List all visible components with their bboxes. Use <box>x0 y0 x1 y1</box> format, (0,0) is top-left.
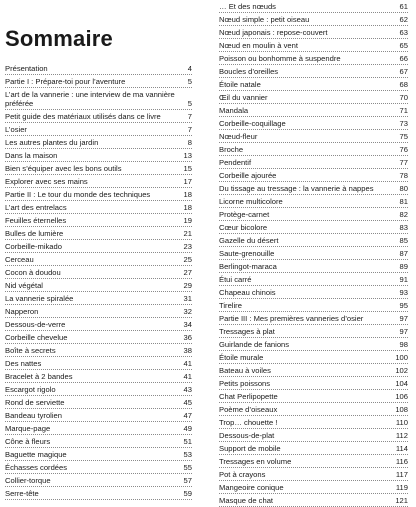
toc-entry <box>219 130 408 143</box>
toc-entry-page: 32 <box>183 306 192 316</box>
toc-entry-page: 62 <box>399 14 408 24</box>
toc-entry-title: Napperon <box>5 306 39 316</box>
toc-entry <box>5 201 192 214</box>
toc-entry <box>219 234 408 247</box>
toc-entry-title: Corbeille ajourée <box>219 170 277 180</box>
toc-entry-page: 73 <box>399 118 408 128</box>
toc-entry-title: Bulles de lumière <box>5 228 64 238</box>
toc-entry <box>5 62 192 75</box>
toc-entry-page: 45 <box>183 397 192 407</box>
toc-entry <box>219 39 408 52</box>
toc-entry-page: 18 <box>183 202 192 212</box>
toc-entry-title: Collier-torque <box>5 475 51 485</box>
toc-entry-page: 53 <box>183 449 192 459</box>
toc-entry <box>219 416 408 429</box>
toc-entry-title: Nœud en moulin à vent <box>219 40 298 50</box>
toc-entry <box>219 299 408 312</box>
toc-entry-page: 7 <box>187 111 192 121</box>
toc-entry <box>5 188 192 201</box>
toc-entry <box>5 110 192 123</box>
toc-entry <box>5 305 192 318</box>
toc-entry-page: 116 <box>395 456 408 466</box>
toc-entry-title: Partie III : Mes premières vanneries d’osier <box>219 313 364 323</box>
toc-entry-title: Bandeau tyrolien <box>5 410 62 420</box>
toc-entry <box>5 422 192 435</box>
toc-entry-title: Gazelle du désert <box>219 235 279 245</box>
toc-entry-page: 104 <box>395 378 408 388</box>
toc-entry <box>5 266 192 279</box>
toc-entry <box>5 175 192 188</box>
toc-entry-title: Pendentif <box>219 157 252 167</box>
toc-entry-page: 13 <box>183 150 192 160</box>
toc-entry-title: Étoile natale <box>219 79 261 89</box>
toc-entry-title: Tirelire <box>219 300 242 310</box>
toc-entry-title: Étoile murale <box>219 352 264 362</box>
page-title: Sommaire <box>5 26 113 51</box>
toc-entry <box>219 0 408 13</box>
toc-entry-title: Cerceau <box>5 254 34 264</box>
toc-entry <box>5 149 192 162</box>
toc-entry-page: 112 <box>395 430 408 440</box>
toc-entry-title: Bateau à voiles <box>219 365 271 375</box>
toc-entry-page: 67 <box>399 66 408 76</box>
toc-entry-page: 29 <box>183 280 192 290</box>
toc-entry-page: 25 <box>183 254 192 264</box>
toc-entry-page: 121 <box>395 495 408 505</box>
toc-entry-page: 49 <box>183 423 192 433</box>
toc-entry-title: Rond de serviette <box>5 397 65 407</box>
toc-entry-title: Échasses cordées <box>5 462 68 472</box>
toc-entry-title: La vannerie spiralée <box>5 293 74 303</box>
toc-entry-page: 41 <box>183 358 192 368</box>
toc-entry-title: Protège-carnet <box>219 209 270 219</box>
toc-entry <box>219 351 408 364</box>
toc-entry <box>5 487 192 500</box>
toc-entry-title: Cœur bicolore <box>219 222 268 232</box>
toc-entry <box>5 474 192 487</box>
toc-entry <box>5 279 192 292</box>
toc-entry <box>219 26 408 39</box>
toc-entry-page: 82 <box>399 209 408 219</box>
toc-entry <box>5 370 192 383</box>
toc-entry-page: 76 <box>399 144 408 154</box>
toc-entry-title: Marque-page <box>5 423 51 433</box>
toc-entry-page: 117 <box>395 469 408 479</box>
toc-entry-title: Trop… chouette ! <box>219 417 278 427</box>
toc-entry-page: 23 <box>183 241 192 251</box>
toc-entry-title: Partie II : Le tour du monde des techniques <box>5 189 151 199</box>
toc-entry <box>219 390 408 403</box>
toc-entry-page: 31 <box>183 293 192 303</box>
toc-entry-page: 87 <box>399 248 408 258</box>
toc-entry <box>219 286 408 299</box>
toc-entry <box>5 123 192 136</box>
toc-entry-page: 66 <box>399 53 408 63</box>
toc-entry-page: 83 <box>399 222 408 232</box>
toc-entry-page: 91 <box>399 274 408 284</box>
toc-entry-title: Poème d’oiseaux <box>219 404 278 414</box>
toc-entry-page: 4 <box>187 63 192 73</box>
toc-entry-title: Serre-tête <box>5 488 39 498</box>
toc-entry-page: 59 <box>183 488 192 498</box>
toc-entry-title: Bien s’équiper avec les bons outils <box>5 163 122 173</box>
toc-entry-title: Du tissage au tressage : la vannerie à nappes <box>219 183 374 193</box>
toc-entry <box>5 396 192 409</box>
toc-entry-page: 85 <box>399 235 408 245</box>
toc-entry-title: Dessous-de-verre <box>5 319 66 329</box>
toc-left-column <box>5 62 192 500</box>
toc-entry-page: 47 <box>183 410 192 420</box>
toc-entry-page: 70 <box>399 92 408 102</box>
toc-entry-title: Saute-grenouille <box>219 248 275 258</box>
toc-entry-title: Nœud japonais : repose-couvert <box>219 27 328 37</box>
toc-entry <box>5 136 192 149</box>
toc-entry-title: Feuilles éternelles <box>5 215 67 225</box>
toc-entry <box>219 195 408 208</box>
toc-entry <box>5 227 192 240</box>
toc-entry <box>219 273 408 286</box>
toc-entry <box>5 75 192 88</box>
toc-entry-title: Nid végétal <box>5 280 43 290</box>
toc-entry-page: 100 <box>395 352 408 362</box>
toc-entry <box>219 403 408 416</box>
toc-entry <box>5 448 192 461</box>
toc-entry-page: 5 <box>187 98 192 108</box>
toc-entry <box>219 325 408 338</box>
toc-entry-page: 51 <box>183 436 192 446</box>
toc-entry <box>219 78 408 91</box>
toc-entry-page: 68 <box>399 79 408 89</box>
toc-entry-title: Dans la maison <box>5 150 58 160</box>
toc-entry <box>5 162 192 175</box>
toc-entry <box>5 240 192 253</box>
toc-entry-page: 89 <box>399 261 408 271</box>
toc-entry <box>5 318 192 331</box>
toc-entry <box>219 455 408 468</box>
toc-entry-page: 75 <box>399 131 408 141</box>
toc-entry <box>219 143 408 156</box>
toc-entry <box>5 435 192 448</box>
toc-entry <box>219 429 408 442</box>
toc-entry-title: Des nattes <box>5 358 42 368</box>
toc-entry <box>5 88 192 110</box>
toc-entry <box>219 338 408 351</box>
toc-entry-page: 57 <box>183 475 192 485</box>
toc-entry-title: Corbeille chevelue <box>5 332 68 342</box>
toc-entry-title: Licorne multicolore <box>219 196 283 206</box>
toc-entry <box>5 357 192 370</box>
toc-entry <box>219 260 408 273</box>
toc-entry-title: L’art de la vannerie : une interview de ma vannière préférée <box>5 89 175 108</box>
toc-entry-title: Bracelet à 2 bandes <box>5 371 73 381</box>
toc-entry-title: Nœud-fleur <box>219 131 258 141</box>
toc-entry <box>219 65 408 78</box>
toc-entry-page: 80 <box>399 183 408 193</box>
toc-entry-title: Présentation <box>5 63 48 73</box>
toc-entry-page: 97 <box>399 326 408 336</box>
toc-entry <box>219 52 408 65</box>
toc-entry-title: Chat Perlipopette <box>219 391 278 401</box>
toc-entry-title: Chapeau chinois <box>219 287 276 297</box>
toc-entry <box>219 494 408 507</box>
toc-entry-page: 27 <box>183 267 192 277</box>
toc-entry-page: 108 <box>395 404 408 414</box>
toc-entry-page: 8 <box>187 137 192 147</box>
toc-entry-title: Boîte à secrets <box>5 345 56 355</box>
toc-right-column <box>219 0 408 507</box>
toc-entry <box>219 182 408 195</box>
toc-entry-title: Escargot rigolo <box>5 384 56 394</box>
toc-entry <box>219 156 408 169</box>
toc-entry-title: Broche <box>219 144 244 154</box>
toc-entry <box>5 461 192 474</box>
toc-entry-page: 55 <box>183 462 192 472</box>
toc-entry <box>219 364 408 377</box>
toc-entry-page: 81 <box>399 196 408 206</box>
toc-entry-title: Partie I : Prépare-toi pour l’aventure <box>5 76 126 86</box>
toc-entry-title: Poisson ou bonhomme à suspendre <box>219 53 341 63</box>
toc-entry <box>219 377 408 390</box>
toc-entry-title: Étui carré <box>219 274 252 284</box>
toc-entry-page: 19 <box>183 215 192 225</box>
toc-entry-title: Berlingot-maraca <box>219 261 277 271</box>
toc-entry-title: Petits poissons <box>219 378 271 388</box>
toc-entry-title: Masque de chat <box>219 495 274 505</box>
toc-entry <box>219 247 408 260</box>
toc-entry-title: Œil du vannier <box>219 92 268 102</box>
toc-entry-page: 106 <box>395 391 408 401</box>
toc-entry <box>5 253 192 266</box>
toc-entry-page: 98 <box>399 339 408 349</box>
toc-entry-page: 43 <box>183 384 192 394</box>
toc-entry-title: Corbeille-mikado <box>5 241 62 251</box>
toc-entry-page: 78 <box>399 170 408 180</box>
toc-entry-page: 61 <box>399 1 408 11</box>
toc-entry-page: 41 <box>183 371 192 381</box>
toc-entry-page: 7 <box>187 124 192 134</box>
toc-entry-title: Dessous-de-plat <box>219 430 275 440</box>
toc-entry-page: 15 <box>183 163 192 173</box>
toc-entry-page: 36 <box>183 332 192 342</box>
toc-entry-page: 110 <box>395 417 408 427</box>
toc-entry-page: 114 <box>395 443 408 453</box>
toc-entry-page: 18 <box>183 189 192 199</box>
toc-entry-page: 34 <box>183 319 192 329</box>
toc-entry <box>5 383 192 396</box>
toc-entry-title: L’art des entrelacs <box>5 202 67 212</box>
toc-entry-title: Support de mobile <box>219 443 281 453</box>
toc-entry-title: Petit guide des matériaux utilisés dans ce livre <box>5 111 161 121</box>
toc-entry-page: 119 <box>395 482 408 492</box>
toc-entry-title: Baguette magique <box>5 449 67 459</box>
toc-entry-title: L’osier <box>5 124 27 134</box>
toc-entry-title: Guirlande de fanions <box>219 339 290 349</box>
toc-entry-page: 63 <box>399 27 408 37</box>
toc-entry-title: Cocon à doudou <box>5 267 61 277</box>
toc-entry-title: Tressages en volume <box>219 456 292 466</box>
toc-entry <box>5 409 192 422</box>
toc-entry <box>219 221 408 234</box>
toc-entry-title: Les autres plantes du jardin <box>5 137 99 147</box>
toc-entry-title: Cône à fleurs <box>5 436 51 446</box>
toc-entry-title: Mangeoire conique <box>219 482 284 492</box>
toc-entry <box>219 481 408 494</box>
toc-entry-page: 38 <box>183 345 192 355</box>
toc-entry-title: Pot à crayons <box>219 469 266 479</box>
toc-entry <box>219 91 408 104</box>
toc-entry-page: 5 <box>187 76 192 86</box>
toc-entry-page: 97 <box>399 313 408 323</box>
toc-entry <box>219 442 408 455</box>
toc-entry <box>219 104 408 117</box>
toc-entry-page: 95 <box>399 300 408 310</box>
toc-entry <box>219 117 408 130</box>
toc-entry-title: Boucles d’oreilles <box>219 66 279 76</box>
toc-entry-title: Mandala <box>219 105 249 115</box>
toc-entry-title: Nœud simple : petit oiseau <box>219 14 310 24</box>
toc-entry-title: Corbeille-coquillage <box>219 118 286 128</box>
toc-entry <box>5 214 192 227</box>
toc-entry-title: Explorer avec ses mains <box>5 176 88 186</box>
toc-entry <box>219 312 408 325</box>
toc-entry-page: 65 <box>399 40 408 50</box>
toc-entry <box>219 468 408 481</box>
toc-entry-title: … Et des nœuds <box>219 1 276 11</box>
toc-entry-page: 102 <box>395 365 408 375</box>
toc-entry <box>5 331 192 344</box>
toc-entry-page: 93 <box>399 287 408 297</box>
toc-entry-page: 71 <box>399 105 408 115</box>
toc-entry-title: Tressages à plat <box>219 326 275 336</box>
toc-entry <box>219 169 408 182</box>
toc-entry <box>219 13 408 26</box>
toc-entry-page: 77 <box>399 157 408 167</box>
toc-entry <box>5 344 192 357</box>
toc-entry-page: 21 <box>183 228 192 238</box>
toc-entry <box>5 292 192 305</box>
toc-entry-page: 17 <box>183 176 192 186</box>
toc-entry <box>219 208 408 221</box>
